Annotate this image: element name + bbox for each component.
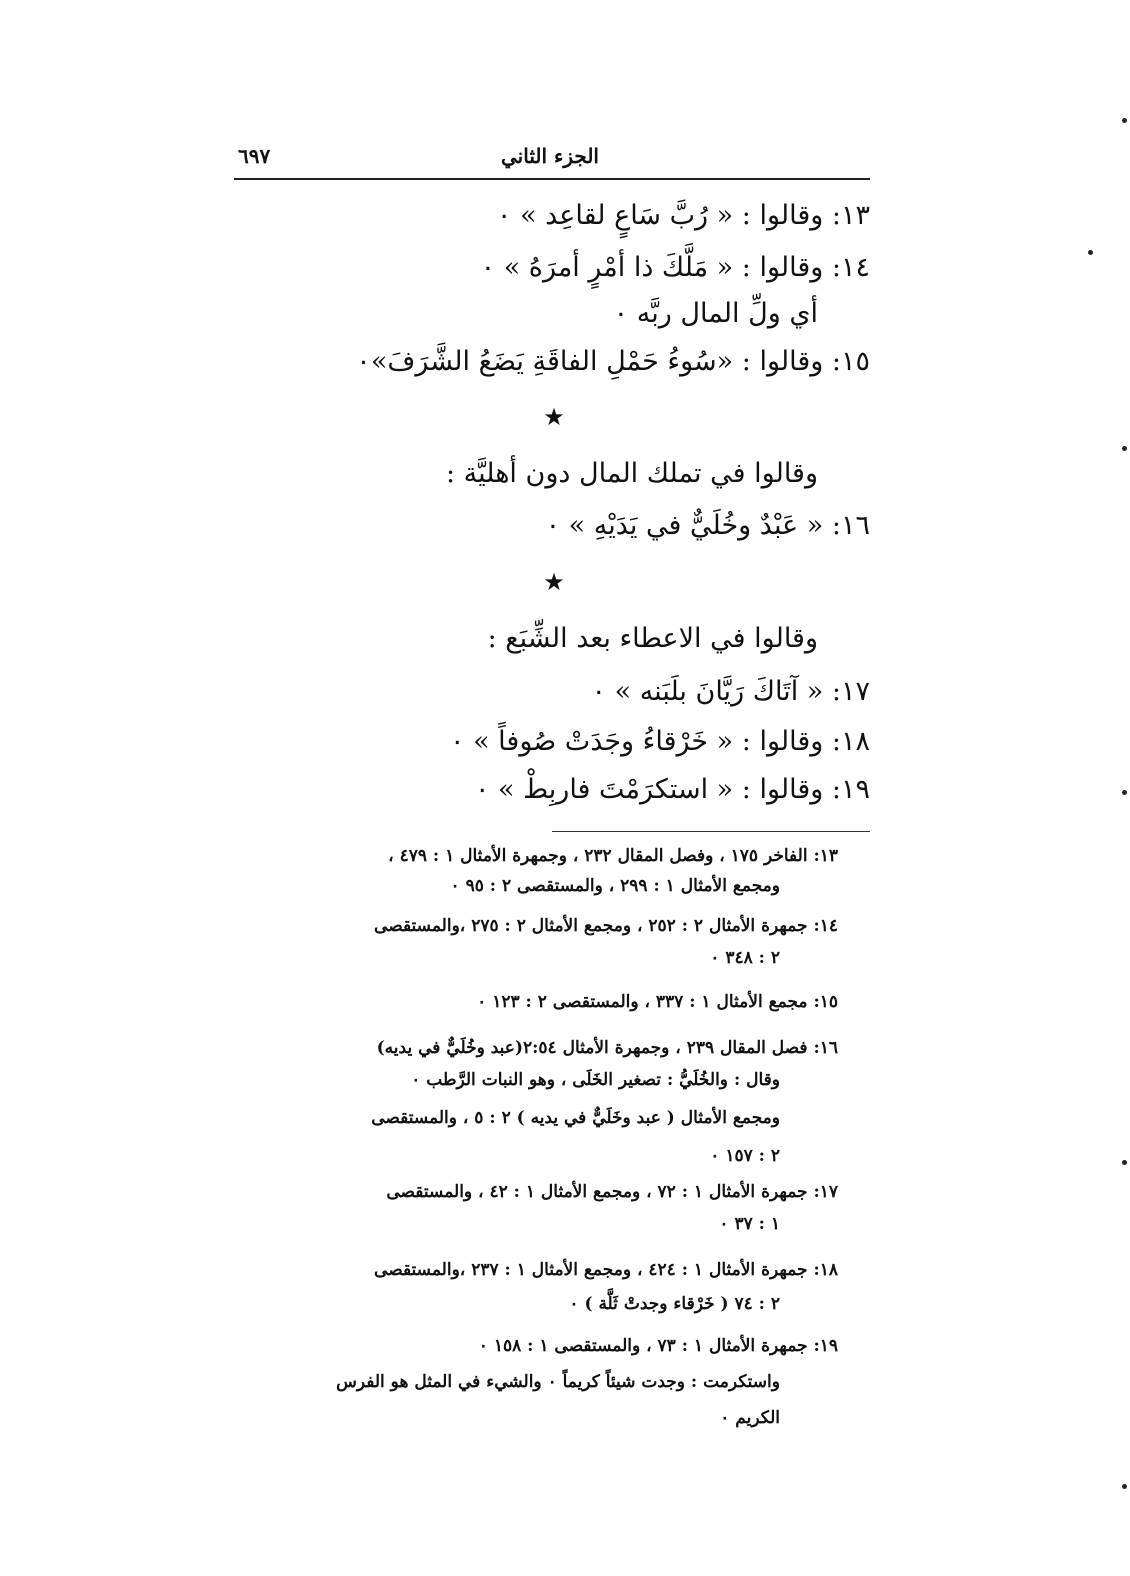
- footnote-19-cont-2: الكريم ٠: [720, 1408, 780, 1428]
- footnote-14: ١٤: جمهرة الأمثال ٢ : ٢٥٢ ، ومجمع الأمثال ٢ : ٢٧٥ ،والمستقصى: [374, 916, 838, 936]
- proverb-18: ١٨: وقالوا : « خَرْقاءُ وجَدَتْ صُوفاً » ٠: [449, 726, 870, 757]
- footnote-rule: [552, 831, 870, 832]
- footnote-17-cont: ١ : ٣٧ ٠: [719, 1214, 780, 1234]
- page-number: ٦٩٧: [238, 144, 271, 168]
- header-rule: [234, 178, 870, 180]
- proverb-16: ١٦: « عَبْدٌ وخُلَيٌّ في يَدَيْهِ » ٠: [545, 510, 870, 541]
- footnote-18-cont: ٢ : ٧٤ ( خَرْقاء وجدتْ ثَلَّة ) ٠: [569, 1294, 780, 1314]
- footnote-13-cont: ومجمع الأمثال ١ : ٢٩٩ ، والمستقصى ٢ : ٩٥ ٠: [450, 876, 780, 896]
- scan-mark: [1122, 790, 1127, 795]
- footnote-13: ١٣: الفاخر ١٧٥ ، وفصل المقال ٢٣٢ ، وجمهرة الأمثال ١ : ٤٧٩ ،: [388, 846, 838, 866]
- section-star-2: ★: [543, 568, 565, 596]
- section-heading-2: وقالوا في الاعطاء بعد الشِّبَع :: [487, 623, 818, 654]
- scan-mark: [1122, 1160, 1127, 1165]
- footnote-16: ١٦: فصل المقال ٢٣٩ ، وجمهرة الأمثال ٢:٥٤(عبد وخُلَيٌّ في يديه): [376, 1038, 838, 1058]
- section-heading-1: وقالوا في تملك المال دون أهليَّة :: [445, 458, 818, 489]
- footnote-16-cont-3: ٢ : ١٥٧ ٠: [710, 1146, 780, 1166]
- scan-mark: [1088, 250, 1093, 255]
- footnote-16-cont-1: وقال : والخُلَيُّ : تصغير الخَلَى ، وهو النبات الرَّطب ٠: [411, 1070, 780, 1090]
- proverb-13: ١٣: وقالوا : « رُبَّ سَاعٍ لقاعِد » ٠: [496, 200, 870, 231]
- section-star-1: ★: [543, 403, 565, 431]
- footnote-19-cont-1: واستكرمت : وجدت شيئاً كريماً ٠ والشيء في المثل هو الفرس: [336, 1372, 780, 1392]
- scan-mark: [1122, 118, 1127, 123]
- proverb-15: ١٥: وقالوا : «سُوءُ حَمْلِ الفاقَةِ يَضَعُ الشَّرَفَ»٠: [356, 346, 870, 377]
- scan-mark: [1122, 446, 1127, 451]
- footnote-14-cont: ٢ : ٣٤٨ ٠: [710, 948, 780, 968]
- footnote-16-cont-2: ومجمع الأمثال ( عبد وخَلَيٌّ في يديه ) ٢ : ٥ ، والمستقصى: [371, 1108, 780, 1128]
- proverb-17: ١٧: « آتَاكَ رَيَّانَ بلَبَنه » ٠: [591, 676, 870, 707]
- scan-mark: [1122, 1484, 1127, 1489]
- footnote-18: ١٨: جمهرة الأمثال ١ : ٤٢٤ ، ومجمع الأمثال ١ : ٢٣٧ ،والمستقصى: [374, 1260, 838, 1280]
- footnote-15: ١٥: مجمع الأمثال ١ : ٣٣٧ ، والمستقصى ٢ : ١٢٣ ٠: [477, 992, 838, 1012]
- running-header-title: الجزء الثاني: [501, 144, 599, 168]
- proverb-19: ١٩: وقالوا : « استكرَمْتَ فاربِطْ » ٠: [474, 774, 870, 805]
- footnote-19: ١٩: جمهرة الأمثال ١ : ٧٣ ، والمستقصى ١ : ١٥٨ ٠: [478, 1336, 838, 1356]
- proverb-14-gloss: أي ولِّ المال ربَّه ٠: [613, 298, 818, 329]
- footnote-17: ١٧: جمهرة الأمثال ١ : ٧٢ ، ومجمع الأمثال ١ : ٤٢ ، والمستقصى: [386, 1182, 838, 1202]
- proverb-14: ١٤: وقالوا : « مَلَّكَ ذا أمْرٍ أمرَهُ » ٠: [480, 252, 870, 283]
